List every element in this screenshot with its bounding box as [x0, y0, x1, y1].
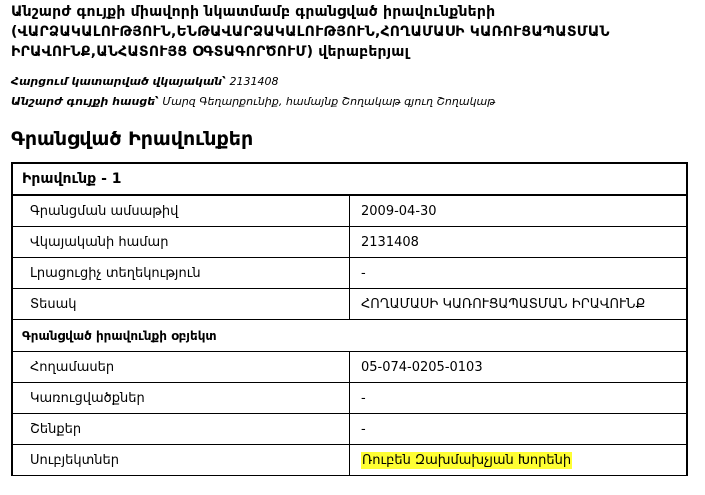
row-label: Կառուցվածքներ — [13, 383, 350, 413]
table-row — [13, 383, 686, 414]
row-label: Սուբյեկտներ — [13, 445, 350, 475]
right-heading: Իրավունք - 1 — [13, 164, 686, 196]
row-label: Շենքեր — [13, 414, 350, 444]
row-value: 05-074-0205-0103 — [361, 359, 483, 375]
table-row — [13, 227, 686, 258]
table-row — [13, 414, 686, 445]
section-title: Գրանցված Իրավունքեր — [11, 128, 254, 150]
subject-value-cell — [350, 445, 686, 475]
address-label: Անշարժ գույքի հասցե՝ — [11, 95, 159, 108]
row-value: ՀՈՂԱՄԱՍԻ ԿԱՌՈՒՑԱՊԱՏՄԱՆ ԻՐԱՎՈՒՆՔ — [361, 296, 646, 312]
row-label: Գրանցման ամսաթիվ — [13, 196, 350, 226]
highlighted-subject-name: Ռուբեն Զախմախչյան Խորենի — [362, 452, 572, 468]
table-row — [13, 445, 686, 476]
row-value: - — [361, 390, 366, 406]
row-value: - — [361, 265, 366, 281]
object-heading: Գրանցված իրավունքի օբյեկտ — [13, 320, 686, 352]
row-label: Վկայականի համար — [13, 227, 350, 257]
table-row — [13, 352, 686, 383]
address-value: Մարզ Գեղարքունիք, համայնք Շողակաթ գյուղ Շողակաթ — [162, 95, 496, 108]
certificate-line — [11, 74, 278, 90]
table-row — [13, 289, 686, 320]
address-line — [11, 94, 495, 110]
row-label: Հողամասեր — [13, 352, 350, 382]
row-value: 2131408 — [361, 234, 419, 250]
row-label: Լրացուցիչ տեղեկություն — [13, 258, 350, 288]
certificate-label: Հարցում կատարված վկայական՝ — [11, 75, 226, 88]
row-label: Տեսակ — [13, 289, 350, 319]
table-row — [13, 196, 686, 227]
certificate-value: 2131408 — [229, 75, 279, 88]
row-value: - — [361, 421, 366, 437]
table-row — [13, 258, 686, 289]
row-value: 2009-04-30 — [361, 203, 437, 219]
document-title: Անշարժ գույքի միավորի նկատմամբ գրանցված իրավունքների (ՎԱՐՁԱԿԱԼՈՒԹՅՈՒՆ,ԵՆԹԱՎԱՐՁԱԿԱԼՈՒԹՅՈՒՆ,ՀՈՂԱՄԱՍԻ ԿԱՌՈՒՑԱՊԱՏՄԱՆ ԻՐԱՎՈՒՆՔ,ԱՆՀԱՏՈՒՅՑ ՕԳՏԱԳՈՐԾՈՒՄ) վերաբերյալ — [11, 4, 610, 60]
rights-table — [11, 162, 688, 476]
